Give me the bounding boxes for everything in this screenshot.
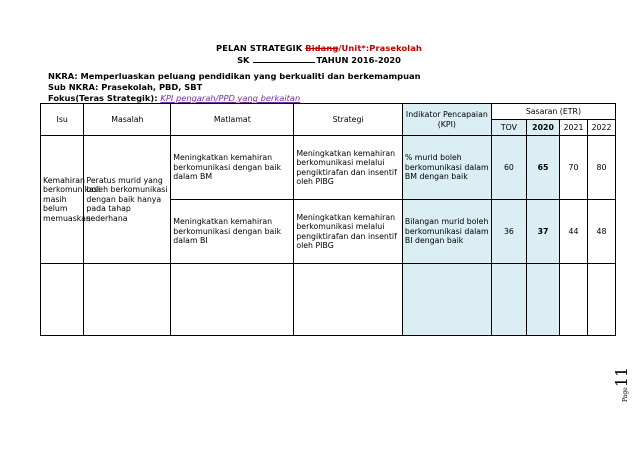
- page-number: [612, 366, 631, 402]
- cell-2022: 48: [587, 200, 615, 264]
- cell-empty: [171, 264, 294, 336]
- page-label: Page: [622, 387, 629, 402]
- cell-empty: [402, 264, 491, 336]
- cell-empty: [41, 264, 84, 336]
- table-row-empty: [41, 264, 616, 336]
- subtitle-right: TAHUN 2016-2020: [316, 55, 401, 65]
- document-title: [0, 43, 638, 53]
- fokus-label: Fokus(Teras Strategik):: [48, 93, 161, 103]
- cell-empty: [491, 264, 526, 336]
- fokus-value: KPI pengarah/PPD yang berkaitan: [160, 93, 301, 103]
- header-row: [41, 104, 616, 120]
- cell-tov: 60: [491, 136, 526, 200]
- header-year-tov: TOV: [491, 120, 526, 136]
- title-suffix: /Unit*:Prasekolah: [338, 43, 422, 53]
- cell-matlamat: Meningkatkan kemahiran berkomunikasi dengan baik dalam BM: [171, 136, 294, 200]
- table-row: [41, 136, 616, 200]
- cell-kpi: Bilangan murid boleh berkomunikasi dalam BI dengan baik: [402, 200, 491, 264]
- cell-masalah: Peratus murid yang boleh berkomunikasi dengan baik hanya pada tahap sederhana: [84, 136, 171, 264]
- header-year-2021: 2021: [560, 120, 588, 136]
- cell-strategi: Meningkatkan kemahiran berkomunikasi melalui pengiktirafan dan insentif oleh PIBG: [294, 200, 403, 264]
- header-sasaran: Sasaran (ETR): [491, 104, 615, 120]
- cell-2020: 65: [526, 136, 559, 200]
- cell-isu: Kemahiran berkomunikasi masih belum memuaskan: [41, 136, 84, 264]
- header-matlamat: Matlamat: [171, 104, 294, 136]
- cell-2021: 44: [560, 200, 588, 264]
- page-number-value: 11: [612, 366, 631, 388]
- cell-2020: 37: [526, 200, 559, 264]
- header-year-2022: 2022: [587, 120, 615, 136]
- title-prefix: PELAN STRATEGIK: [216, 43, 306, 53]
- subtitle-blank-line: [253, 55, 315, 63]
- cell-kpi: % murid boleh berkomunikasi dalam BM dengan baik: [402, 136, 491, 200]
- nkra-line: NKRA: Memperluaskan peluang pendidikan yang berkualiti dan berkemampuan: [48, 71, 421, 81]
- header-isu: Isu: [41, 104, 84, 136]
- subtitle-left: SK: [237, 55, 250, 65]
- cell-empty: [294, 264, 403, 336]
- cell-2022: 80: [587, 136, 615, 200]
- fokus-line: [48, 93, 300, 103]
- header-indikator: Indikator Pencapaian (KPI): [402, 104, 491, 136]
- sub-nkra-line: Sub NKRA: Prasekolah, PBD, SBT: [48, 82, 203, 92]
- cell-matlamat: Meningkatkan kemahiran berkomunikasi dengan baik dalam BI: [171, 200, 294, 264]
- cell-2021: 70: [560, 136, 588, 200]
- cell-empty: [560, 264, 588, 336]
- document-subtitle: [0, 55, 638, 65]
- header-year-2020: 2020: [526, 120, 559, 136]
- cell-tov: 36: [491, 200, 526, 264]
- cell-empty: [526, 264, 559, 336]
- title-struck-word: Bidang: [305, 43, 339, 53]
- header-masalah: Masalah: [84, 104, 171, 136]
- strategic-plan-table: [40, 103, 616, 336]
- cell-strategi: Meningkatkan kemahiran berkomunikasi melalui pengiktirafan dan insentif oleh PIBG: [294, 136, 403, 200]
- cell-empty: [84, 264, 171, 336]
- header-strategi: Strategi: [294, 104, 403, 136]
- cell-empty: [587, 264, 615, 336]
